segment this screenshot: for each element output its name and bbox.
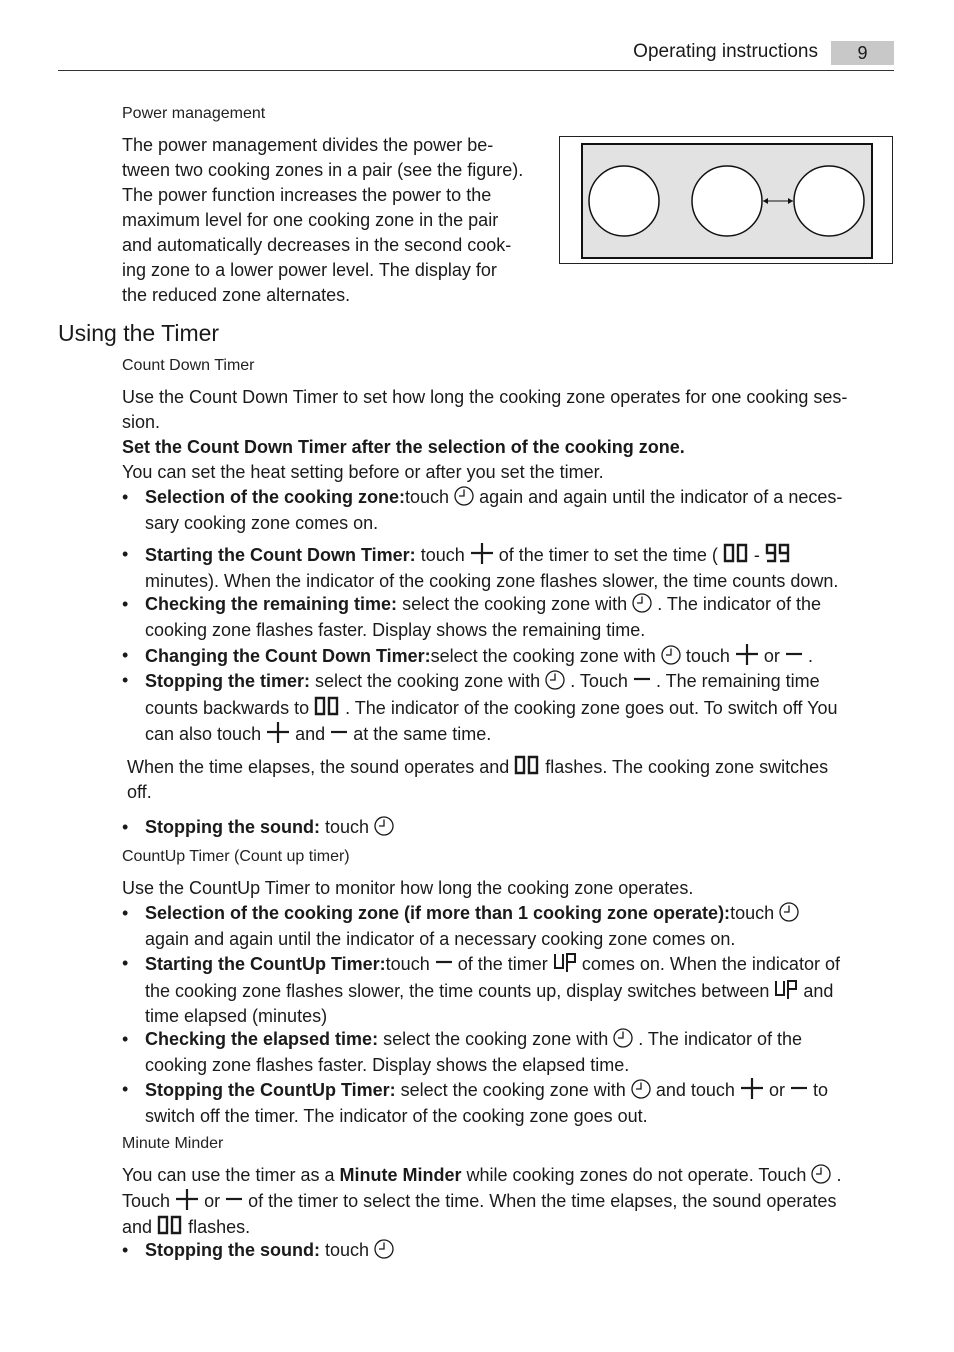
text: touch (405, 487, 450, 507)
count-down-intro (122, 385, 902, 485)
text: select the cooking zone with (430, 646, 656, 666)
text: cooking zone flashes faster. Display shows the remaining time. (145, 619, 646, 640)
text: of the timer (457, 954, 548, 974)
text: touch (324, 817, 370, 837)
elapse-paragraph (127, 754, 887, 805)
list-item (122, 643, 892, 670)
item-label: Selection of the cooking zone (if more than 1 cooking zone operate): (145, 903, 731, 923)
display-up-icon (774, 978, 798, 1000)
text: counts backwards to (145, 697, 310, 718)
text: Touch (122, 1191, 171, 1211)
text: . The indicator of the (638, 1029, 803, 1049)
text: touch (730, 903, 775, 923)
item-label: Stopping the CountUp Timer: (145, 1080, 396, 1100)
text: to (812, 1080, 828, 1100)
timer-clock-icon (454, 486, 474, 506)
plus-icon (740, 1077, 764, 1099)
text: touch (324, 1240, 370, 1260)
text: touch (420, 545, 465, 565)
cooking-zone-3 (794, 166, 864, 236)
text: . The indicator of the (657, 594, 822, 614)
bullet: • (122, 1029, 129, 1049)
plus-icon (175, 1188, 199, 1210)
text: comes on. When the indicator of (581, 954, 840, 974)
timer-clock-icon (632, 593, 652, 613)
timer-clock-icon (613, 1028, 633, 1048)
bullet: • (122, 1079, 129, 1099)
item-label: Checking the elapsed time: (145, 1029, 379, 1049)
timer-clock-icon (374, 1239, 394, 1259)
text: of the timer to select the time. When the time elapses, the sound operates (248, 1191, 837, 1211)
text: cooking zone flashes faster. Display shows the elapsed time. (145, 1054, 630, 1075)
countup-intro: Use the CountUp Timer to monitor how long the cooking zone operates. (122, 878, 694, 898)
text: . Touch (570, 671, 628, 691)
bullet: • (122, 487, 129, 507)
item-label: Stopping the sound: (145, 817, 320, 837)
minus-icon (225, 1188, 243, 1210)
power-line: The power management divides the power be- (122, 135, 494, 155)
display-00-icon (314, 695, 340, 717)
list-item (122, 485, 892, 536)
page-header (58, 40, 894, 71)
plus-icon (266, 721, 290, 743)
text: flashes. The cooking zone switches (545, 757, 829, 777)
text: and (803, 980, 834, 1001)
text: switch off the timer. The indicator of the cooking zone goes out. (145, 1105, 648, 1126)
item-label: Stopping the timer: (145, 671, 310, 691)
cooktop-figure (559, 136, 893, 264)
text: When the time elapses, the sound operates and (127, 757, 510, 777)
text: - (753, 545, 760, 565)
bullet: • (122, 817, 129, 837)
bold-note: Set the Count Down Timer after the selection of the cooking zone. (122, 437, 685, 457)
display-00-icon (157, 1214, 183, 1236)
item-label: Selection of the cooking zone: (145, 487, 406, 507)
item-label: Starting the CountUp Timer: (145, 954, 386, 974)
text: and touch (655, 1080, 735, 1100)
list-item (122, 542, 892, 594)
text: minutes). When the indicator of the cooking zone flashes slower, the time counts down. (145, 570, 839, 591)
list-item (122, 815, 892, 841)
list-item (122, 592, 892, 643)
power-line: ing zone to a lower power level. The display for (122, 260, 497, 280)
display-00-icon (514, 754, 540, 776)
cooking-zone-1 (589, 166, 659, 236)
text: Minute Minder (339, 1165, 462, 1185)
text: again and again until the indicator of a necessary cooking zone comes on. (145, 928, 736, 949)
text: touch (385, 954, 430, 974)
power-line: tween two cooking zones in a pair (see the figure). (122, 160, 524, 180)
text: the cooking zone flashes slower, the time counts up, display switches between (145, 980, 770, 1001)
text: select the cooking zone with (402, 594, 628, 614)
bullet: • (122, 1240, 129, 1260)
text: can also touch (145, 724, 262, 744)
text: time elapsed (minutes) (145, 1006, 328, 1026)
section-heading: Using the Timer (58, 320, 220, 346)
plus-icon (470, 542, 494, 564)
timer-clock-icon (779, 902, 799, 922)
bullet: • (122, 670, 129, 690)
item-label: Starting the Count Down Timer: (145, 545, 416, 565)
text: You can use the timer as a (122, 1165, 335, 1185)
timer-clock-icon (811, 1164, 831, 1184)
intro-line: Use the Count Down Timer to set how long the cooking zone operates for one cooking ses- (122, 387, 848, 407)
bullet: • (122, 903, 129, 923)
power-line: maximum level for one cooking zone in the pair (122, 210, 499, 230)
text: or (204, 1191, 221, 1211)
power-line: and automatically decreases in the second cook- (122, 235, 512, 255)
header-title: Operating instructions (633, 41, 818, 62)
list-item (122, 1077, 892, 1129)
timer-clock-icon (661, 645, 681, 665)
display-99-icon (765, 542, 791, 564)
text: . (807, 646, 813, 666)
cooking-zone-2 (692, 166, 762, 236)
countup-heading: CountUp Timer (Count up timer) (122, 848, 350, 865)
text: . The indicator of the cooking zone goes out. To switch off You (345, 697, 838, 718)
text: at the same time. (353, 724, 492, 744)
text: while cooking zones do not operate. Touch (466, 1165, 807, 1185)
text: of the timer to set the time ( (498, 545, 718, 565)
text: and (295, 724, 326, 744)
power-line: the reduced zone alternates. (122, 285, 351, 305)
text: or (763, 646, 780, 666)
timer-clock-icon (374, 816, 394, 836)
text: sary cooking zone comes on. (145, 512, 379, 533)
item-label: Checking the remaining time: (145, 594, 398, 614)
count-down-heading: Count Down Timer (122, 357, 255, 374)
text: flashes. (188, 1217, 251, 1237)
list-item (122, 668, 892, 748)
minus-icon (330, 721, 348, 743)
minute-minder-heading: Minute Minder (122, 1135, 224, 1152)
text: . (836, 1165, 842, 1185)
bullet: • (122, 645, 129, 665)
note: You can set the heat setting before or after you set the timer. (122, 462, 604, 482)
minus-icon (785, 643, 803, 665)
text: touch (685, 646, 730, 666)
intro-line: sion. (122, 412, 161, 432)
power-management-text (122, 133, 552, 308)
text: . The remaining time (655, 671, 820, 691)
display-00-icon (723, 542, 749, 564)
page-number: 9 (831, 41, 894, 65)
text: again and again until the indicator of a neces- (479, 487, 843, 507)
power-line: The power function increases the power to the (122, 185, 492, 205)
power-management-heading: Power management (122, 105, 266, 122)
list-item (122, 901, 892, 952)
timer-clock-icon (631, 1079, 651, 1099)
text: off. (127, 782, 152, 802)
item-label: Changing the Count Down Timer: (145, 646, 431, 666)
list-item (122, 1238, 892, 1264)
display-up-icon (553, 951, 577, 973)
text: select the cooking zone with (400, 1080, 626, 1100)
timer-clock-icon (545, 670, 565, 690)
bullet: • (122, 544, 129, 564)
list-item (122, 1027, 892, 1078)
bullet: • (122, 953, 129, 973)
plus-icon (735, 643, 759, 665)
minus-icon (435, 951, 453, 973)
bullet: • (122, 594, 129, 614)
item-label: Stopping the sound: (145, 1240, 320, 1260)
minus-icon (633, 668, 651, 690)
minus-icon (790, 1077, 808, 1099)
text: select the cooking zone with (315, 671, 541, 691)
text: or (768, 1080, 785, 1100)
list-item (122, 951, 892, 1030)
minute-minder-paragraph (122, 1163, 897, 1240)
text: and (122, 1217, 153, 1237)
text: select the cooking zone with (383, 1029, 609, 1049)
